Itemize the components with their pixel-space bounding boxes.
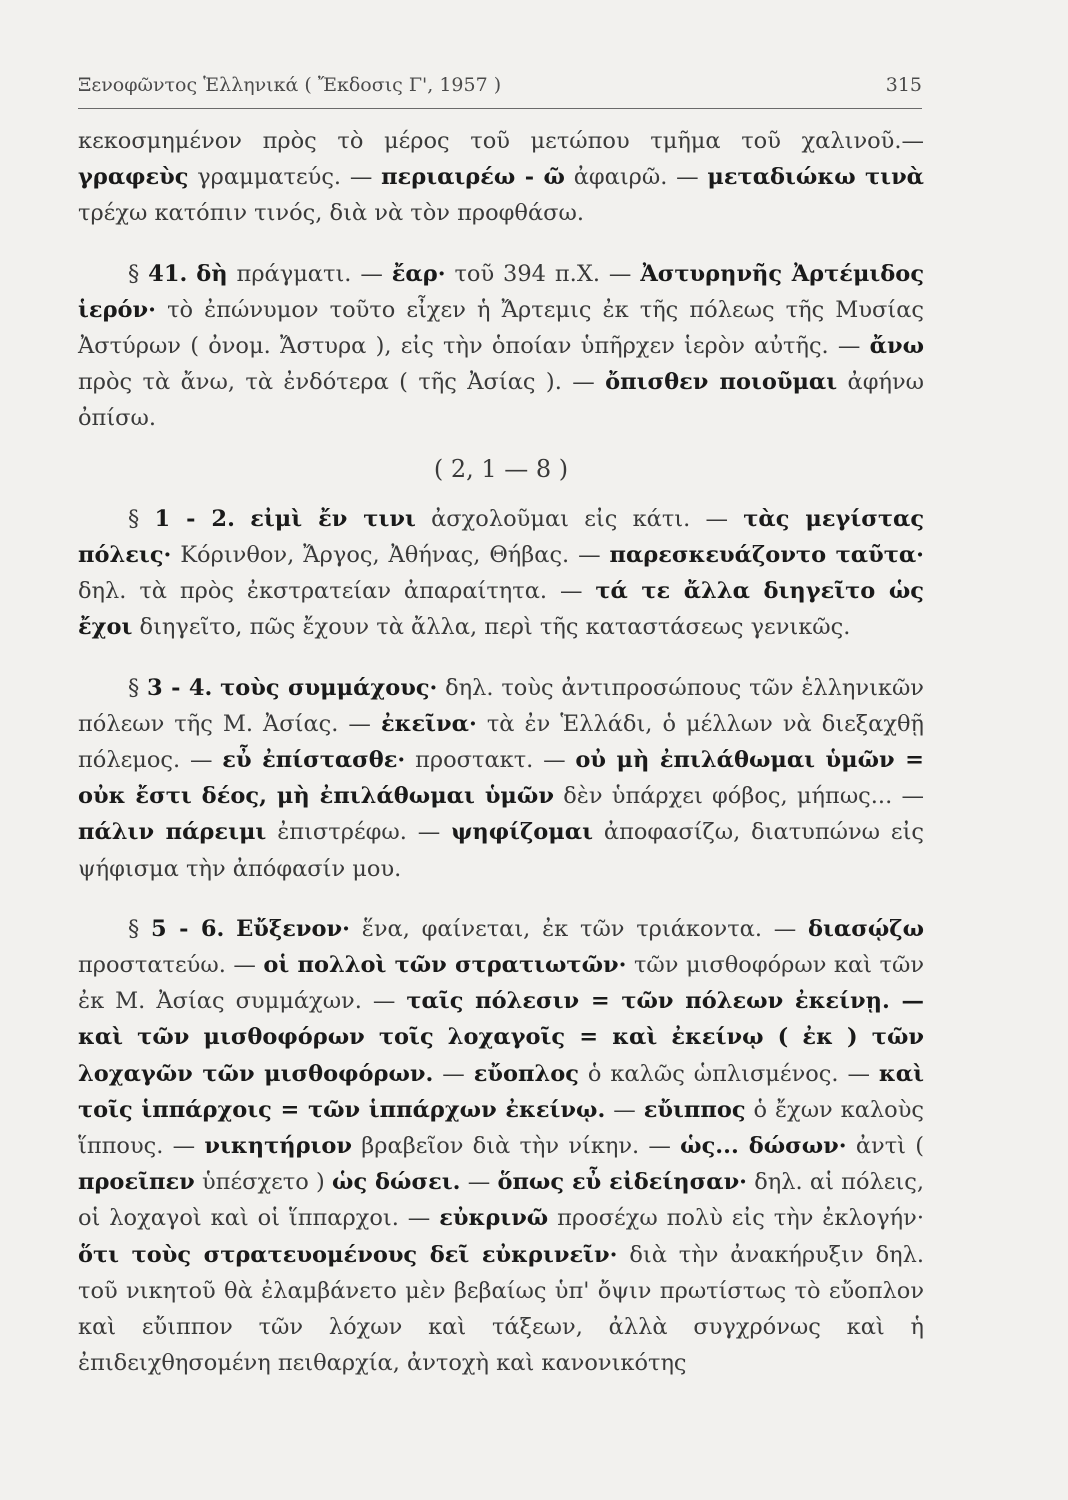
lemma: ὅπως εὖ εἰδείησαν· xyxy=(497,1169,748,1196)
text: τῶν μισθοφόρων καὶ τῶν ἐκ Μ. Ἀσίας συμμάχων. — xyxy=(78,952,924,1015)
lemma: ἔαρ· xyxy=(391,260,446,287)
lemma: ὅτι τοὺς στρατευομένους δεῖ εὐκρινεῖν· xyxy=(78,1241,618,1268)
space xyxy=(187,261,196,287)
text: προστακτ. — xyxy=(405,747,576,774)
space xyxy=(235,506,250,532)
paragraph-41 xyxy=(78,256,924,437)
section-number: 3 - 4. xyxy=(147,674,213,701)
space xyxy=(224,916,236,942)
text: ἕνα, φαίνεται, ἐκ τῶν τριάκοντα. — xyxy=(350,915,809,942)
section-sign: § xyxy=(128,505,155,532)
lemma: Ἀστυρηνῆς Ἀρτέμιδος ἱερόν· xyxy=(78,260,925,323)
text: δὲν ὑπάρχει φόβος, μήπως... — xyxy=(553,783,924,810)
text: δηλ. αἱ πόλεις, οἱ λοχαγοὶ καὶ οἱ ἵππαρχοι. — xyxy=(78,1169,924,1232)
text: — xyxy=(460,1169,498,1196)
text: διὰ τὴν ἀνακήρυξιν δηλ. τοῦ νικητοῦ θὰ ἐλαμβάνετο μὲν βεβαίως ὑπ' ὄψιν πρωτίστως τὸ εὔοπλον καὶ εὔιππον τῶν λόχων καὶ τάξεων, ἀλλὰ συγχρόνως καὶ ἡ ἐπιδειχθησομένη πειθαρχία, ἀντοχὴ καὶ κανονικότης xyxy=(78,1241,925,1377)
lemma: παρεσκευάζοντο ταῦτα· xyxy=(609,542,924,569)
text: τοῦ 394 π.Χ. — xyxy=(445,260,641,287)
lemma: δὴ xyxy=(196,260,228,287)
lemma: εὖ ἐπίστασθε· xyxy=(222,747,406,774)
lemma: ταῖς πόλεσιν = τῶν πόλεων ἐκείνῃ. — καὶ τῶν μισθοφόρων τοῖς λοχαγοῖς = καὶ ἐκείνῳ ( ἐκ ) τῶν λοχαγῶν τῶν μισθοφόρων. xyxy=(78,988,924,1087)
text: διηγεῖτο, πῶς ἔχουν τὰ ἄλλα, περὶ τῆς καταστάσεως γενικῶς. xyxy=(132,614,851,641)
text: βραβεῖον διὰ τὴν νίκην. — xyxy=(352,1133,681,1160)
section-sign: § xyxy=(128,674,147,701)
lemma: ὄπισθεν ποιοῦμαι xyxy=(605,369,838,396)
text: δηλ. τὰ πρὸς ἐκστρατείαν ἀπαραίτητα. — xyxy=(78,578,596,605)
text: προστατεύω. — xyxy=(78,952,264,979)
lemma: ὡς δώσει. xyxy=(332,1169,461,1196)
lemma: εὐκρινῶ xyxy=(439,1205,549,1232)
section-heading: ( 2, 1 — 8 ) xyxy=(433,454,569,483)
paragraph-1-2 xyxy=(78,501,924,646)
lemma: εὔιππος xyxy=(643,1096,746,1123)
text: τρέχω κατόπιν τινός, διὰ νὰ τὸν προφθάσω. xyxy=(78,200,585,227)
lemma: περιαιρέω - ῶ xyxy=(381,164,565,191)
text: πράγματι. — xyxy=(227,260,392,287)
section-sign: § xyxy=(128,915,152,942)
text: ἀσχολοῦμαι εἰς κάτι. — xyxy=(415,505,744,532)
text: δηλ. τοὺς ἀντιπροσώπους τῶν ἑλληνικῶν πόλεων τῆς Μ. Ἀσίας. — xyxy=(78,674,924,737)
text: πρὸς τὰ ἄνω, τὰ ἐνδότερα ( τῆς Ἀσίας ). — xyxy=(78,369,606,396)
text: ἐπιστρέφω. — xyxy=(266,819,452,846)
page-number: 315 xyxy=(885,74,922,96)
text: Κόρινθον, Ἄργος, Ἀθήνας, Θήβας. — xyxy=(171,542,610,569)
text: ὑπέσχετο ) xyxy=(194,1169,333,1196)
text: ἀφαιρῶ. — xyxy=(564,164,708,191)
section-number: 41. xyxy=(148,260,188,287)
lemma: τοὺς συμμάχους· xyxy=(220,674,438,701)
header-title: Ξενοφῶντος Ἑλληνικά ( Ἔκδοσις Γ', 1957 ) xyxy=(78,74,502,96)
paragraph-3-4 xyxy=(78,670,924,887)
lemma: τὰς μεγίστας πόλεις· xyxy=(78,505,925,569)
section-number: 5 - 6. xyxy=(151,915,225,942)
lemma: οὐ μὴ ἐπιλάθωμαι ὑμῶν = οὐκ ἔστι δέος, μὴ ἐπιλάθωμαι ὑμῶν xyxy=(78,747,924,810)
section-number: 1 - 2. xyxy=(154,505,235,532)
text: κεκοσμημένον πρὸς τὸ μέρος τοῦ μετώπου τμῆμα τοῦ χαλινοῦ.— xyxy=(78,128,924,154)
lemma: τά τε ἄλλα διηγεῖτο ὡς ἔχοι xyxy=(78,578,924,641)
commentary-body xyxy=(78,123,924,1382)
lemma: προεῖπεν xyxy=(78,1169,195,1196)
text: τὰ ἐν Ἑλλάδι, ὁ μέλλων νὰ διεξαχθῇ πόλεμος. — xyxy=(78,710,924,774)
text: προσέχω πολὺ εἰς τὴν ἐκλογήν· xyxy=(548,1205,924,1232)
space xyxy=(212,675,220,701)
lemma: νικητήριον xyxy=(204,1133,353,1160)
paragraph-5-6 xyxy=(78,911,924,1382)
lemma: ἄνω xyxy=(869,333,924,360)
lemma: εἰμὶ ἔν τινι xyxy=(250,505,416,532)
text: ἀφήνω ὀπίσω. xyxy=(78,369,924,432)
text: γραμματεύς. — xyxy=(188,164,382,191)
lemma: μεταδιώκω τινὰ xyxy=(707,164,924,191)
text: ἀντὶ ( xyxy=(846,1133,925,1160)
running-header xyxy=(78,74,922,109)
text: ὁ καλῶς ὡπλισμένος. — xyxy=(578,1060,879,1087)
lemma: εὔοπλος xyxy=(473,1060,579,1087)
paragraph-continued xyxy=(78,123,924,232)
text: — xyxy=(605,1096,644,1123)
lemma: διασῴζω xyxy=(808,915,925,942)
text: τὸ ἐπώνυμον τοῦτο εἶχεν ἡ Ἄρτεμις ἐκ τῆς πόλεως τῆς Μυσίας Ἀστύρων ( ὀνομ. Ἄστυρα ), εἰς τὴν ὁποίαν ὑπῆρχεν ἱερὸν αὐτῆς. — xyxy=(78,296,924,360)
text: — xyxy=(433,1060,474,1087)
lemma: ἐκεῖνα· xyxy=(380,710,477,737)
lemma: ὡς... δώσων· xyxy=(680,1133,847,1160)
lemma: πάλιν πάρειμι xyxy=(78,819,267,846)
text: ὁ ἔχων καλοὺς ἵππους. — xyxy=(78,1096,925,1160)
text: ἀποφασίζω, διατυπώνω εἰς ψήφισμα τὴν ἀπόφασίν μου. xyxy=(78,819,924,882)
lemma: ψηφίζομαι xyxy=(451,819,593,846)
lemma: γραφεὺς xyxy=(78,164,189,191)
lemma: καὶ τοῖς ἱππάρχοις = τῶν ἱππάρχων ἐκείνῳ. xyxy=(78,1060,924,1123)
section-sign: § xyxy=(128,260,149,287)
lemma: Εὔξενον· xyxy=(236,915,350,942)
lemma: οἱ πολλοὶ τῶν στρατιωτῶν· xyxy=(263,952,627,979)
